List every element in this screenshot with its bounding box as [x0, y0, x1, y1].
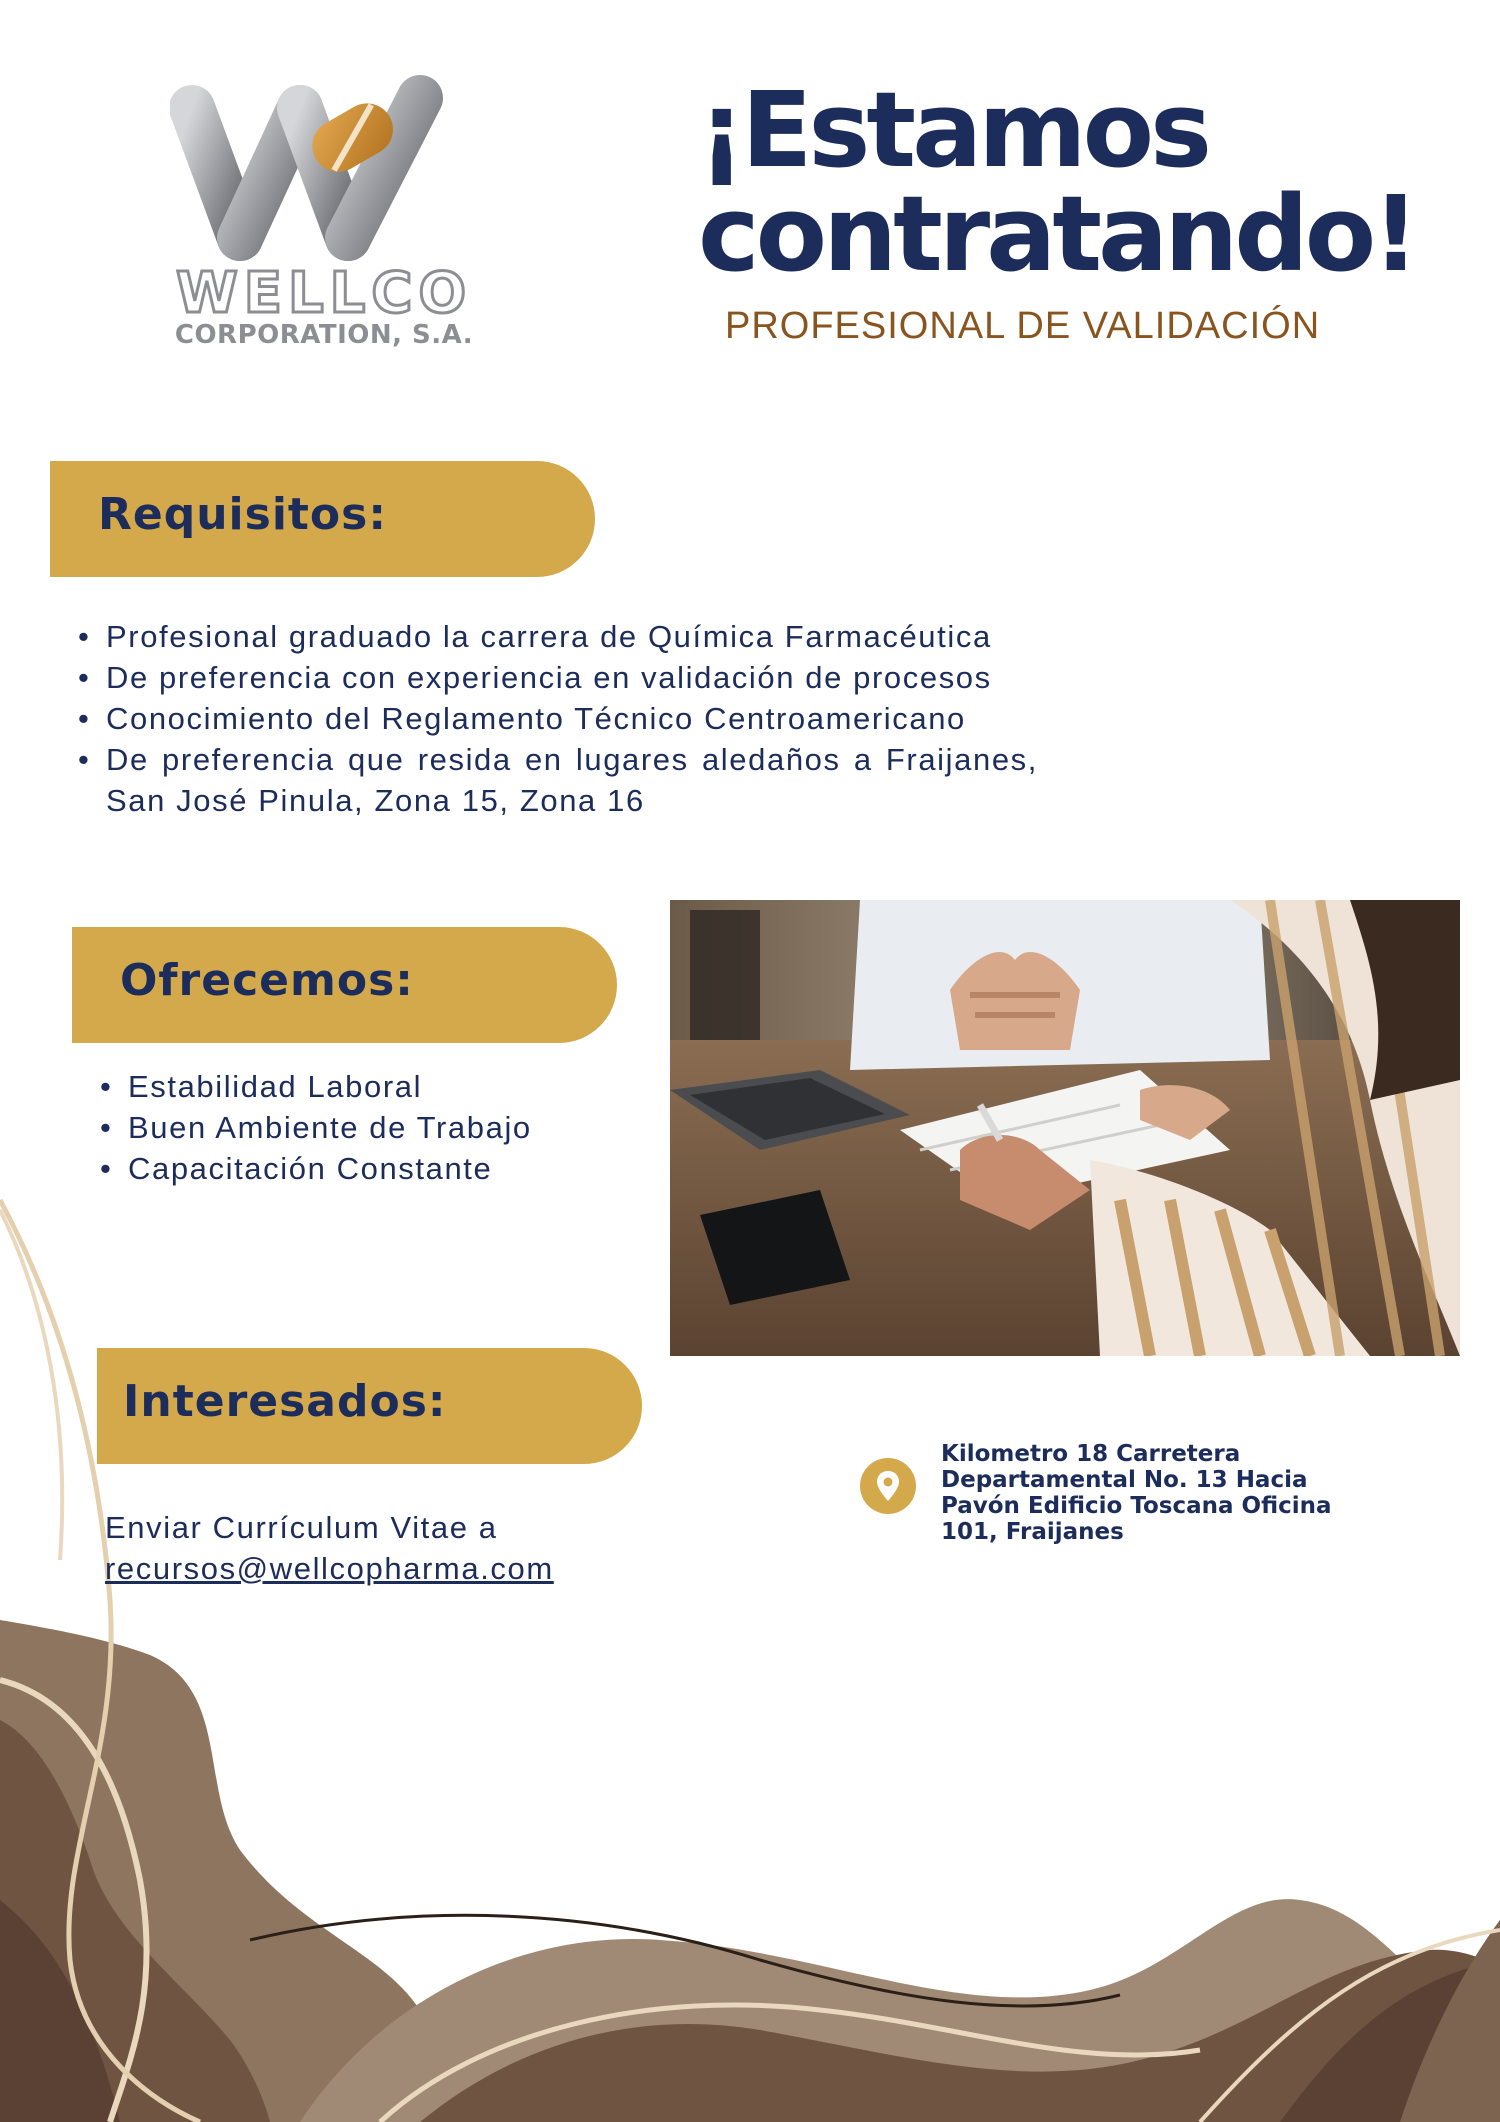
logo-mark: [170, 68, 480, 268]
offer-header: [72, 927, 617, 1043]
requirements-list: [78, 616, 1038, 821]
cv-instruction: Enviar Currículum Vitae a: [105, 1510, 498, 1545]
list-item: • Conocimiento del Reglamento Técnico Centroamericano: [78, 698, 1038, 739]
logo-subtitle: CORPORATION, S.A.: [174, 320, 474, 350]
office-address: Kilometro 18 Carretera Departamental No. 13 Hacia Pavón Edificio Toscana Oficina 101, Fraijanes: [941, 1441, 1332, 1545]
interested-header: [97, 1348, 642, 1464]
interested-title: Interesados:: [123, 1376, 447, 1427]
company-logo: [170, 68, 480, 358]
logo-wordmark: WELLCO: [175, 261, 473, 326]
list-item: • Buen Ambiente de Trabajo: [100, 1107, 700, 1148]
email-link[interactable]: recursos@wellcopharma.com: [105, 1551, 554, 1586]
list-item: • De preferencia con experiencia en validación de procesos: [78, 657, 1038, 698]
list-item: • Estabilidad Laboral: [100, 1066, 700, 1107]
offer-list: [100, 1066, 700, 1189]
headline: [698, 69, 1478, 295]
headline-line-1: ¡Estamos: [698, 69, 1208, 191]
list-item: • Profesional graduado la carrera de Química Farmacéutica: [78, 616, 1038, 657]
requirements-title: Requisitos:: [98, 489, 387, 540]
interview-photo: [670, 900, 1460, 1356]
headline-line-2: contratando!: [698, 173, 1416, 295]
offer-title: Ofrecemos:: [120, 955, 414, 1006]
requirements-header: [50, 461, 595, 577]
job-title: PROFESIONAL DE VALIDACIÓN: [725, 305, 1321, 347]
location-pin-icon: [860, 1458, 916, 1514]
list-item: • Capacitación Constante: [100, 1148, 700, 1189]
list-item: • De preferencia que resida en lugares aledaños a Fraijanes, San José Pinula, Zona 15, Zona 16: [78, 739, 1038, 821]
